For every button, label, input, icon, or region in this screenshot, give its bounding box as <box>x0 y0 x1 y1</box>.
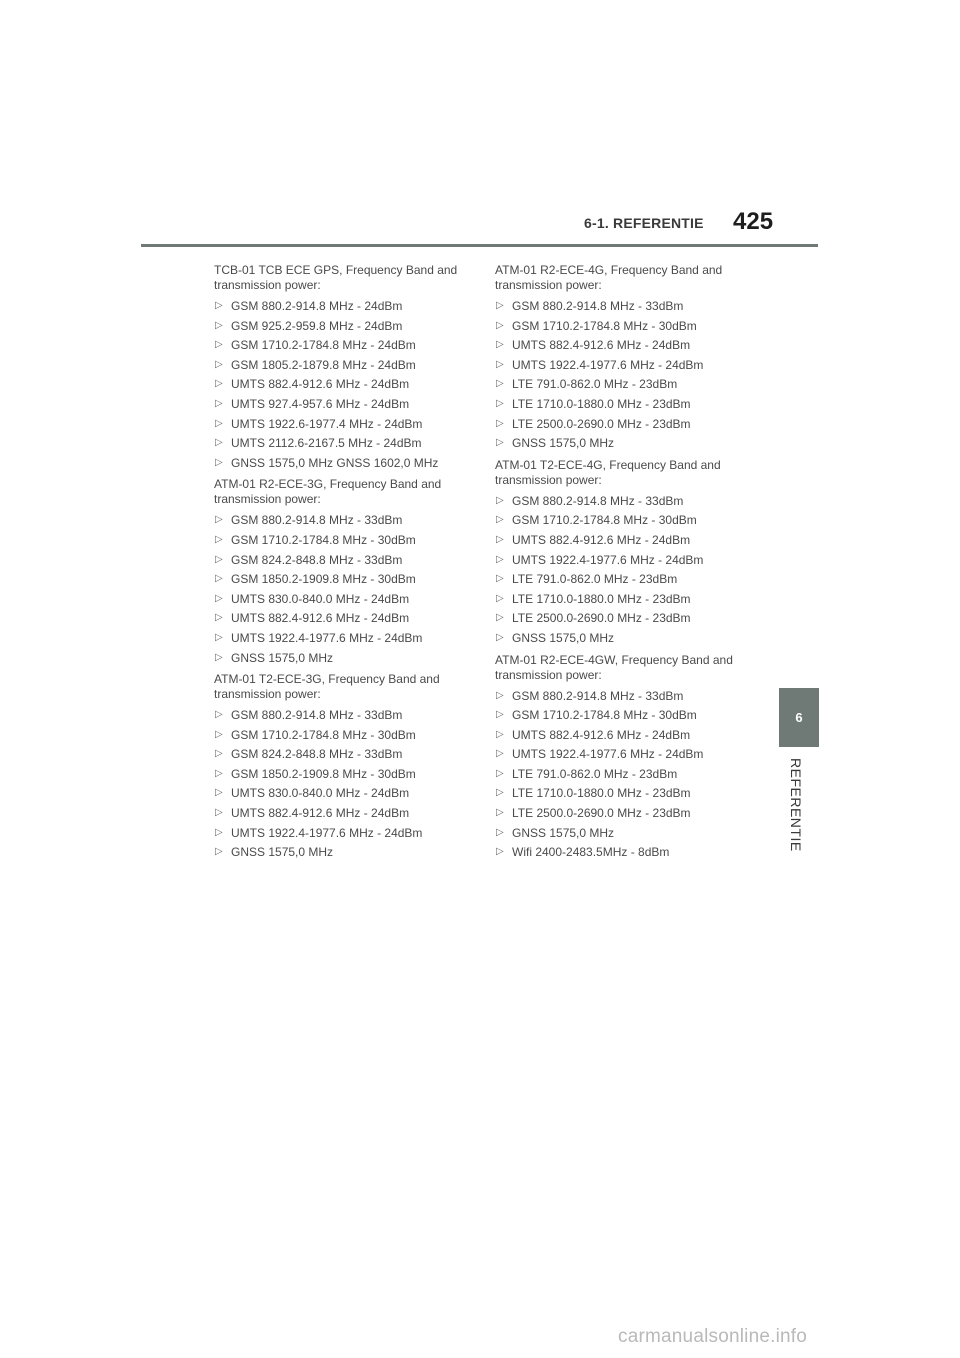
list-item <box>214 786 476 806</box>
list-item-text: GSM 880.2-914.8 MHz - 33dBm <box>512 493 684 508</box>
spec-block-title: ATM-01 T2-ECE-3G, Frequency Band and transmission power: <box>214 672 440 702</box>
triangle-right-icon: ▷ <box>496 319 504 331</box>
list-item <box>495 747 757 767</box>
list-item-text: GNSS 1575,0 MHz <box>231 650 334 665</box>
spec-block <box>214 672 476 865</box>
triangle-right-icon: ▷ <box>496 514 504 526</box>
triangle-right-icon: ▷ <box>496 631 504 643</box>
list-item-text: UMTS 1922.4-1977.6 MHz - 24dBm <box>231 630 423 645</box>
triangle-right-icon: ▷ <box>215 592 223 604</box>
list-item-text: UMTS 882.4-912.6 MHz - 24dBm <box>512 532 691 547</box>
spec-block-title: TCB-01 TCB ECE GPS, Frequency Band and transmission power: <box>214 263 458 292</box>
list-item-text: GNSS 1575,0 MHz <box>512 825 615 840</box>
list-item <box>214 436 476 456</box>
list-item-text: LTE 2500.0-2690.0 MHz - 23dBm <box>512 806 691 821</box>
triangle-right-icon: ▷ <box>215 846 223 858</box>
triangle-right-icon: ▷ <box>496 533 504 545</box>
list-item <box>495 338 757 358</box>
triangle-right-icon: ▷ <box>496 553 504 565</box>
list-item <box>495 689 757 709</box>
triangle-right-icon: ▷ <box>215 748 223 760</box>
list-item <box>495 513 757 533</box>
list-item <box>214 592 476 612</box>
list-item <box>495 299 757 319</box>
list-item <box>214 358 476 378</box>
watermark: carmanualsonline.info <box>618 1326 808 1347</box>
list-item-text: GSM 824.2-848.8 MHz - 33dBm <box>231 747 403 762</box>
list-item-text: UMTS 927.4-957.6 MHz - 24dBm <box>231 396 410 411</box>
triangle-right-icon: ▷ <box>215 300 223 311</box>
list-item <box>495 377 757 397</box>
list-item <box>214 631 476 651</box>
triangle-right-icon: ▷ <box>215 514 223 526</box>
triangle-right-icon: ▷ <box>215 533 223 545</box>
list-item-text: GSM 880.2-914.8 MHz - 33dBm <box>231 513 403 528</box>
list-item-text: GSM 824.2-848.8 MHz - 33dBm <box>231 552 403 567</box>
list-item <box>214 417 476 437</box>
list-item-text: UMTS 1922.6-1977.4 MHz - 24dBm <box>231 416 423 431</box>
triangle-right-icon: ▷ <box>215 807 223 819</box>
list-item <box>214 513 476 533</box>
list-item <box>214 845 476 865</box>
list-item-text: UMTS 882.4-912.6 MHz - 24dBm <box>512 727 691 742</box>
list-item <box>495 319 757 339</box>
triangle-right-icon: ▷ <box>496 397 504 409</box>
list-item-text: UMTS 1922.4-1977.6 MHz - 24dBm <box>231 825 423 840</box>
list-item-text: GSM 1710.2-1784.8 MHz - 30dBm <box>231 727 416 742</box>
list-item-text: GSM 1850.2-1909.8 MHz - 30dBm <box>231 572 416 587</box>
list-item <box>495 611 757 631</box>
list-item <box>214 299 476 319</box>
triangle-right-icon: ▷ <box>496 437 504 449</box>
spec-block <box>495 458 757 651</box>
list-item <box>214 767 476 787</box>
spec-block <box>495 653 757 865</box>
list-item <box>214 708 476 728</box>
triangle-right-icon: ▷ <box>215 397 223 409</box>
spec-block-title: ATM-01 R2-ECE-3G, Frequency Band and transmission power: <box>214 477 442 507</box>
list-item <box>214 826 476 846</box>
triangle-right-icon: ▷ <box>215 339 223 351</box>
triangle-right-icon: ▷ <box>215 437 223 449</box>
list-item-text: UMTS 2112.6-2167.5 MHz - 24dBm <box>231 436 422 451</box>
list-item <box>214 377 476 397</box>
list-item-text: UMTS 830.0-840.0 MHz - 24dBm <box>231 591 410 606</box>
triangle-right-icon: ▷ <box>496 612 504 624</box>
list-item-text: GSM 1710.2-1784.8 MHz - 24dBm <box>231 338 416 353</box>
triangle-right-icon: ▷ <box>215 826 223 838</box>
list-item-text: LTE 791.0-862.0 MHz - 23dBm <box>512 766 678 781</box>
list-item <box>214 651 476 671</box>
list-item <box>495 397 757 417</box>
chapter-tab[interactable] <box>779 688 819 747</box>
list-item-text: Wifi 2400-2483.5MHz - 8dBm <box>512 845 670 860</box>
list-item-text: GSM 880.2-914.8 MHz - 24dBm <box>231 299 403 313</box>
list-item <box>495 806 757 826</box>
triangle-right-icon: ▷ <box>496 728 504 740</box>
list-item-text: GSM 880.2-914.8 MHz - 33dBm <box>231 708 403 723</box>
section-title: 6-1. REFERENTIE <box>584 215 704 231</box>
list-item-text: UMTS 882.4-912.6 MHz - 24dBm <box>231 806 410 821</box>
triangle-right-icon: ▷ <box>496 358 504 370</box>
triangle-right-icon: ▷ <box>215 631 223 643</box>
list-item <box>495 728 757 748</box>
spec-block <box>214 263 476 475</box>
list-item-text: LTE 1710.0-1880.0 MHz - 23dBm <box>512 396 691 411</box>
list-item <box>495 786 757 806</box>
triangle-right-icon: ▷ <box>496 709 504 721</box>
spec-block <box>214 477 476 670</box>
list-item <box>495 631 757 651</box>
list-item <box>214 728 476 748</box>
list-item <box>214 806 476 826</box>
list-item <box>495 533 757 553</box>
triangle-right-icon: ▷ <box>496 573 504 585</box>
triangle-right-icon: ▷ <box>496 689 504 701</box>
list-item <box>495 826 757 846</box>
list-item-text: UMTS 830.0-840.0 MHz - 24dBm <box>231 786 410 801</box>
list-item <box>214 553 476 573</box>
list-item-text: GSM 1710.2-1784.8 MHz - 30dBm <box>512 513 697 528</box>
list-item-text: UMTS 1922.4-1977.6 MHz - 24dBm <box>512 552 704 567</box>
list-item <box>495 708 757 728</box>
list-item <box>495 358 757 378</box>
triangle-right-icon: ▷ <box>215 767 223 779</box>
list-item-text: GNSS 1575,0 MHz GNSS 1602,0 MHz <box>231 455 439 470</box>
list-item-text: GSM 880.2-914.8 MHz - 33dBm <box>512 299 684 313</box>
list-item <box>495 553 757 573</box>
triangle-right-icon: ▷ <box>215 456 223 468</box>
list-item <box>214 338 476 358</box>
list-item-text: LTE 791.0-862.0 MHz - 23dBm <box>512 377 678 392</box>
list-item-text: LTE 1710.0-1880.0 MHz - 23dBm <box>512 591 691 606</box>
list-item-text: UMTS 882.4-912.6 MHz - 24dBm <box>231 377 410 392</box>
triangle-right-icon: ▷ <box>496 826 504 838</box>
triangle-right-icon: ▷ <box>496 787 504 799</box>
list-item-text: GSM 1710.2-1784.8 MHz - 30dBm <box>512 318 697 333</box>
triangle-right-icon: ▷ <box>496 592 504 604</box>
triangle-right-icon: ▷ <box>496 378 504 390</box>
list-item <box>495 436 757 456</box>
spec-block-title: ATM-01 R2-ECE-4GW, Frequency Band and transmission power: <box>495 652 733 682</box>
list-item-text: UMTS 1922.4-1977.6 MHz - 24dBm <box>512 747 704 762</box>
triangle-right-icon: ▷ <box>215 651 223 663</box>
spec-block <box>495 263 757 456</box>
triangle-right-icon: ▷ <box>215 787 223 799</box>
triangle-right-icon: ▷ <box>215 417 223 429</box>
list-item-text: LTE 791.0-862.0 MHz - 23dBm <box>512 572 678 587</box>
list-item-text: GSM 1710.2-1784.8 MHz - 30dBm <box>512 708 697 723</box>
list-item-text: LTE 2500.0-2690.0 MHz - 23dBm <box>512 416 691 431</box>
list-item <box>214 747 476 767</box>
list-item <box>495 417 757 437</box>
triangle-right-icon: ▷ <box>215 553 223 565</box>
triangle-right-icon: ▷ <box>496 417 504 429</box>
triangle-right-icon: ▷ <box>215 709 223 721</box>
list-item-text: GSM 1710.2-1784.8 MHz - 30dBm <box>231 532 416 547</box>
list-item-text: UMTS 882.4-912.6 MHz - 24dBm <box>231 611 410 626</box>
list-item <box>495 767 757 787</box>
list-item <box>214 397 476 417</box>
list-item <box>214 456 476 476</box>
triangle-right-icon: ▷ <box>496 339 504 351</box>
list-item <box>214 611 476 631</box>
list-item <box>495 845 757 865</box>
list-item-text: UMTS 1922.4-1977.6 MHz - 24dBm <box>512 357 704 372</box>
triangle-right-icon: ▷ <box>496 767 504 779</box>
list-item <box>214 319 476 339</box>
list-item-text: GSM 1850.2-1909.8 MHz - 30dBm <box>231 766 416 781</box>
page-number: 425 <box>733 208 774 235</box>
list-item <box>495 592 757 612</box>
spec-block-title: ATM-01 T2-ECE-4G, Frequency Band and transmission power: <box>495 457 721 487</box>
list-item <box>214 572 476 592</box>
list-item-text: GNSS 1575,0 MHz <box>231 845 334 860</box>
triangle-right-icon: ▷ <box>496 846 504 858</box>
triangle-right-icon: ▷ <box>215 728 223 740</box>
list-item-text: GSM 925.2-959.8 MHz - 24dBm <box>231 318 403 333</box>
list-item-text: LTE 1710.0-1880.0 MHz - 23dBm <box>512 786 691 801</box>
list-item-text: UMTS 882.4-912.6 MHz - 24dBm <box>512 338 691 353</box>
triangle-right-icon: ▷ <box>496 494 504 506</box>
triangle-right-icon: ▷ <box>496 748 504 760</box>
triangle-right-icon: ▷ <box>215 573 223 585</box>
spec-block-title: ATM-01 R2-ECE-4G, Frequency Band and transmission power: <box>495 263 723 292</box>
chapter-number: 6 <box>795 710 803 725</box>
list-item <box>214 533 476 553</box>
list-item-text: LTE 2500.0-2690.0 MHz - 23dBm <box>512 611 691 626</box>
list-item-text: GNSS 1575,0 MHz <box>512 436 615 451</box>
chapter-label: REFERENTIE <box>788 758 804 852</box>
triangle-right-icon: ▷ <box>496 807 504 819</box>
triangle-right-icon: ▷ <box>496 300 504 311</box>
triangle-right-icon: ▷ <box>215 319 223 331</box>
list-item-text: GSM 880.2-914.8 MHz - 33dBm <box>512 688 684 703</box>
right-column <box>495 263 757 865</box>
triangle-right-icon: ▷ <box>215 378 223 390</box>
header-divider <box>141 244 818 247</box>
list-item-text: GSM 1805.2-1879.8 MHz - 24dBm <box>231 357 416 372</box>
list-item <box>495 494 757 514</box>
left-column <box>214 263 476 865</box>
list-item-text: GNSS 1575,0 MHz <box>512 630 615 645</box>
list-item <box>495 572 757 592</box>
triangle-right-icon: ▷ <box>215 358 223 370</box>
triangle-right-icon: ▷ <box>215 612 223 624</box>
